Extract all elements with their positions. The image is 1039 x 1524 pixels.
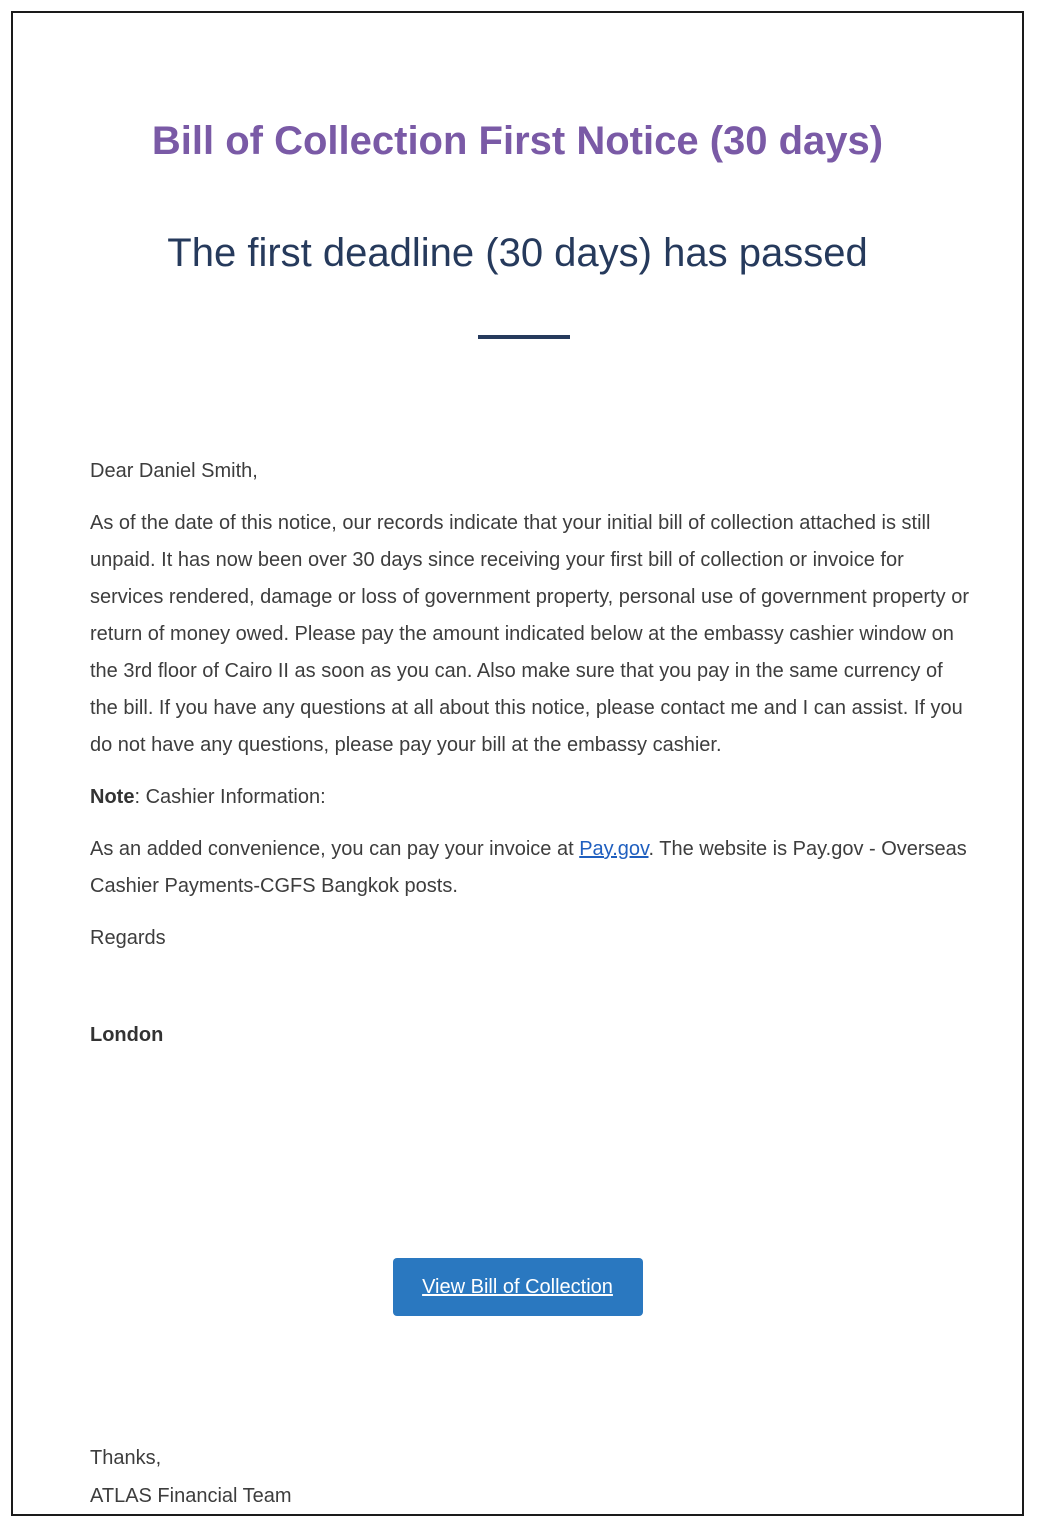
thanks-text: Thanks, — [90, 1447, 162, 1469]
closing — [90, 1439, 292, 1515]
email-frame — [11, 11, 1024, 1516]
team-signature: ATLAS Financial Team — [90, 1485, 292, 1507]
title-divider — [478, 335, 570, 339]
notice-subtitle: The first deadline (30 days) has passed — [167, 231, 868, 275]
pay-prefix: As an added convenience, you can pay your invoice at — [90, 838, 580, 860]
notice-title: Bill of Collection First Notice (30 days) — [151, 119, 884, 163]
pay-gov-link[interactable]: Pay.gov — [579, 838, 649, 860]
pay-paragraph — [90, 831, 970, 905]
regards: Regards — [90, 927, 166, 949]
note-text: : Cashier Information: — [134, 786, 326, 808]
office-name: London — [90, 1024, 164, 1046]
email-body — [90, 453, 970, 1054]
note-paragraph — [90, 779, 970, 816]
button-container — [13, 1258, 1022, 1316]
main-paragraph: As of the date of this notice, our records indicate that your initial bill of collection attached is still unpaid. It has now been over 30 days since receiving your first bill of collection or invoice for services rendered, damage or loss of government property, personal use of government property or return of money owed. Please pay the amount indicated below at the embassy cashier window on the 3rd floor of Cairo II as soon as you can. Also make sure that you pay in the same currency of the bill. If you have any questions at all about this notice, please contact me and I can assist. If you do not have any questions, please pay your bill at the embassy cashier. — [90, 512, 969, 756]
view-bill-button[interactable]: View Bill of Collection — [393, 1258, 643, 1316]
pay-suffix: . The website is Pay.gov - Overseas Cashier Payments-CGFS Bangkok posts. — [90, 838, 967, 897]
greeting: Dear Daniel Smith, — [90, 460, 258, 482]
note-label: Note — [90, 786, 135, 808]
